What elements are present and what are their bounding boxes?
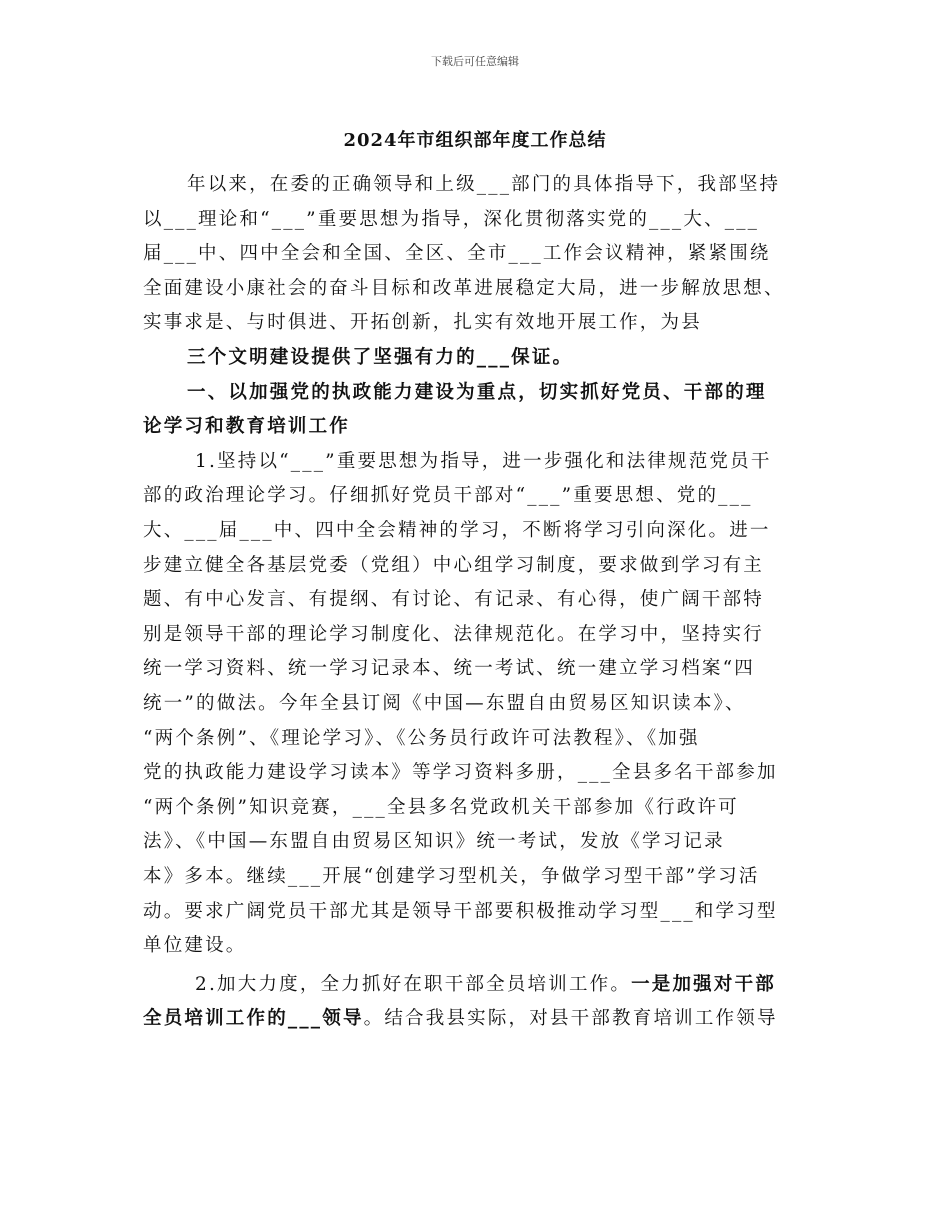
body-line: 统一”的做法。今年全县订阅《中国—东盟自由贸易区知识读本》、 [143, 693, 746, 714]
body-line: 三个文明建设提供了坚强有力的___保证。 [187, 347, 574, 368]
body-line: 步建立健全各基层党委（党组）中心组学习制度，要求做到学习有主 [143, 554, 765, 576]
paragraph-2-line-1 [195, 973, 776, 997]
body-line: 论学习和教育培训工作 [143, 416, 351, 438]
body-line: 党的执政能力建设学习读本》等学习资料多册，___全县多名干部参加 [143, 762, 778, 784]
document-title: 2024年市组织部年度工作总结 [343, 130, 607, 151]
body-line: 动。要求广阔党员干部尤其是领导干部要积极推动学习型___和学习型 [143, 900, 778, 922]
body-line: 本》多本。继续___开展“创建学习型机关，争做学习型干部”学习活 [143, 866, 760, 887]
body-line: 届___中、四中全会和全国、全区、全市___工作会议精神，紧紧围绕 [143, 243, 771, 265]
body-line: 全面建设小康社会的奋斗目标和改革进展稳定大局，进一步解放思想、 [143, 277, 785, 299]
body-line: 实事求是、与时俱进、开拓创新，扎实有效地开展工作，为县 [143, 312, 702, 334]
page-header-note: 下载后可任意编辑 [431, 55, 519, 68]
body-line: 法》、《中国—东盟自由贸易区知识》统一考试，发放《学习记录 [143, 831, 725, 853]
paragraph-2-text-cont: 。结合我县实际，对县干部教育培训工作领导 [363, 1008, 778, 1030]
body-line: 以___理论和“___”重要思想为指导，深化贯彻落实党的___大、___ [143, 208, 760, 230]
paragraph-2-line-2 [143, 1007, 778, 1031]
body-line: “两个条例”知识竞赛，___全县多名党政机关干部参加《行政许可 [143, 796, 739, 818]
body-line: 单位建设。 [143, 935, 247, 957]
body-line: 大、___届___中、四中全会精神的学习，不断将学习引向深化。进一 [143, 520, 771, 541]
body-line: 部的政治理论学习。仔细抓好党员干部对“___”重要思想、党的___ [143, 485, 753, 507]
body-line: 题、有中心发言、有提纲、有讨论、有记录、有心得，使广阔干部特 [143, 589, 765, 611]
body-line: 1.坚持以“___”重要思想为指导，进一步强化和法律规范党员干 [195, 450, 772, 472]
body-line: “两个条例”、《理论学习》、《公务员行政许可法教程》、《加强 [143, 727, 700, 749]
paragraph-2-emphasis: 一是加强对干部 [631, 973, 776, 995]
body-line: 统一学习资料、统一学习记录本、统一考试、统一建立学习档案“四 [143, 658, 755, 680]
body-line: 一、以加强党的执政能力建设为重点，切实抓好党员、干部的理 [187, 381, 767, 403]
body-line: 别是领导干部的理论学习制度化、法律规范化。在学习中，坚持实行 [143, 623, 765, 645]
paragraph-2-text: 2.加大力度，全力抓好在职干部全员培训工作。 [195, 973, 632, 995]
paragraph-2-emphasis-cont: 全员培训工作的___领导 [143, 1008, 364, 1030]
body-line: 年以来，在委的正确领导和上级___部门的具体指导下，我部坚持 [187, 174, 781, 195]
